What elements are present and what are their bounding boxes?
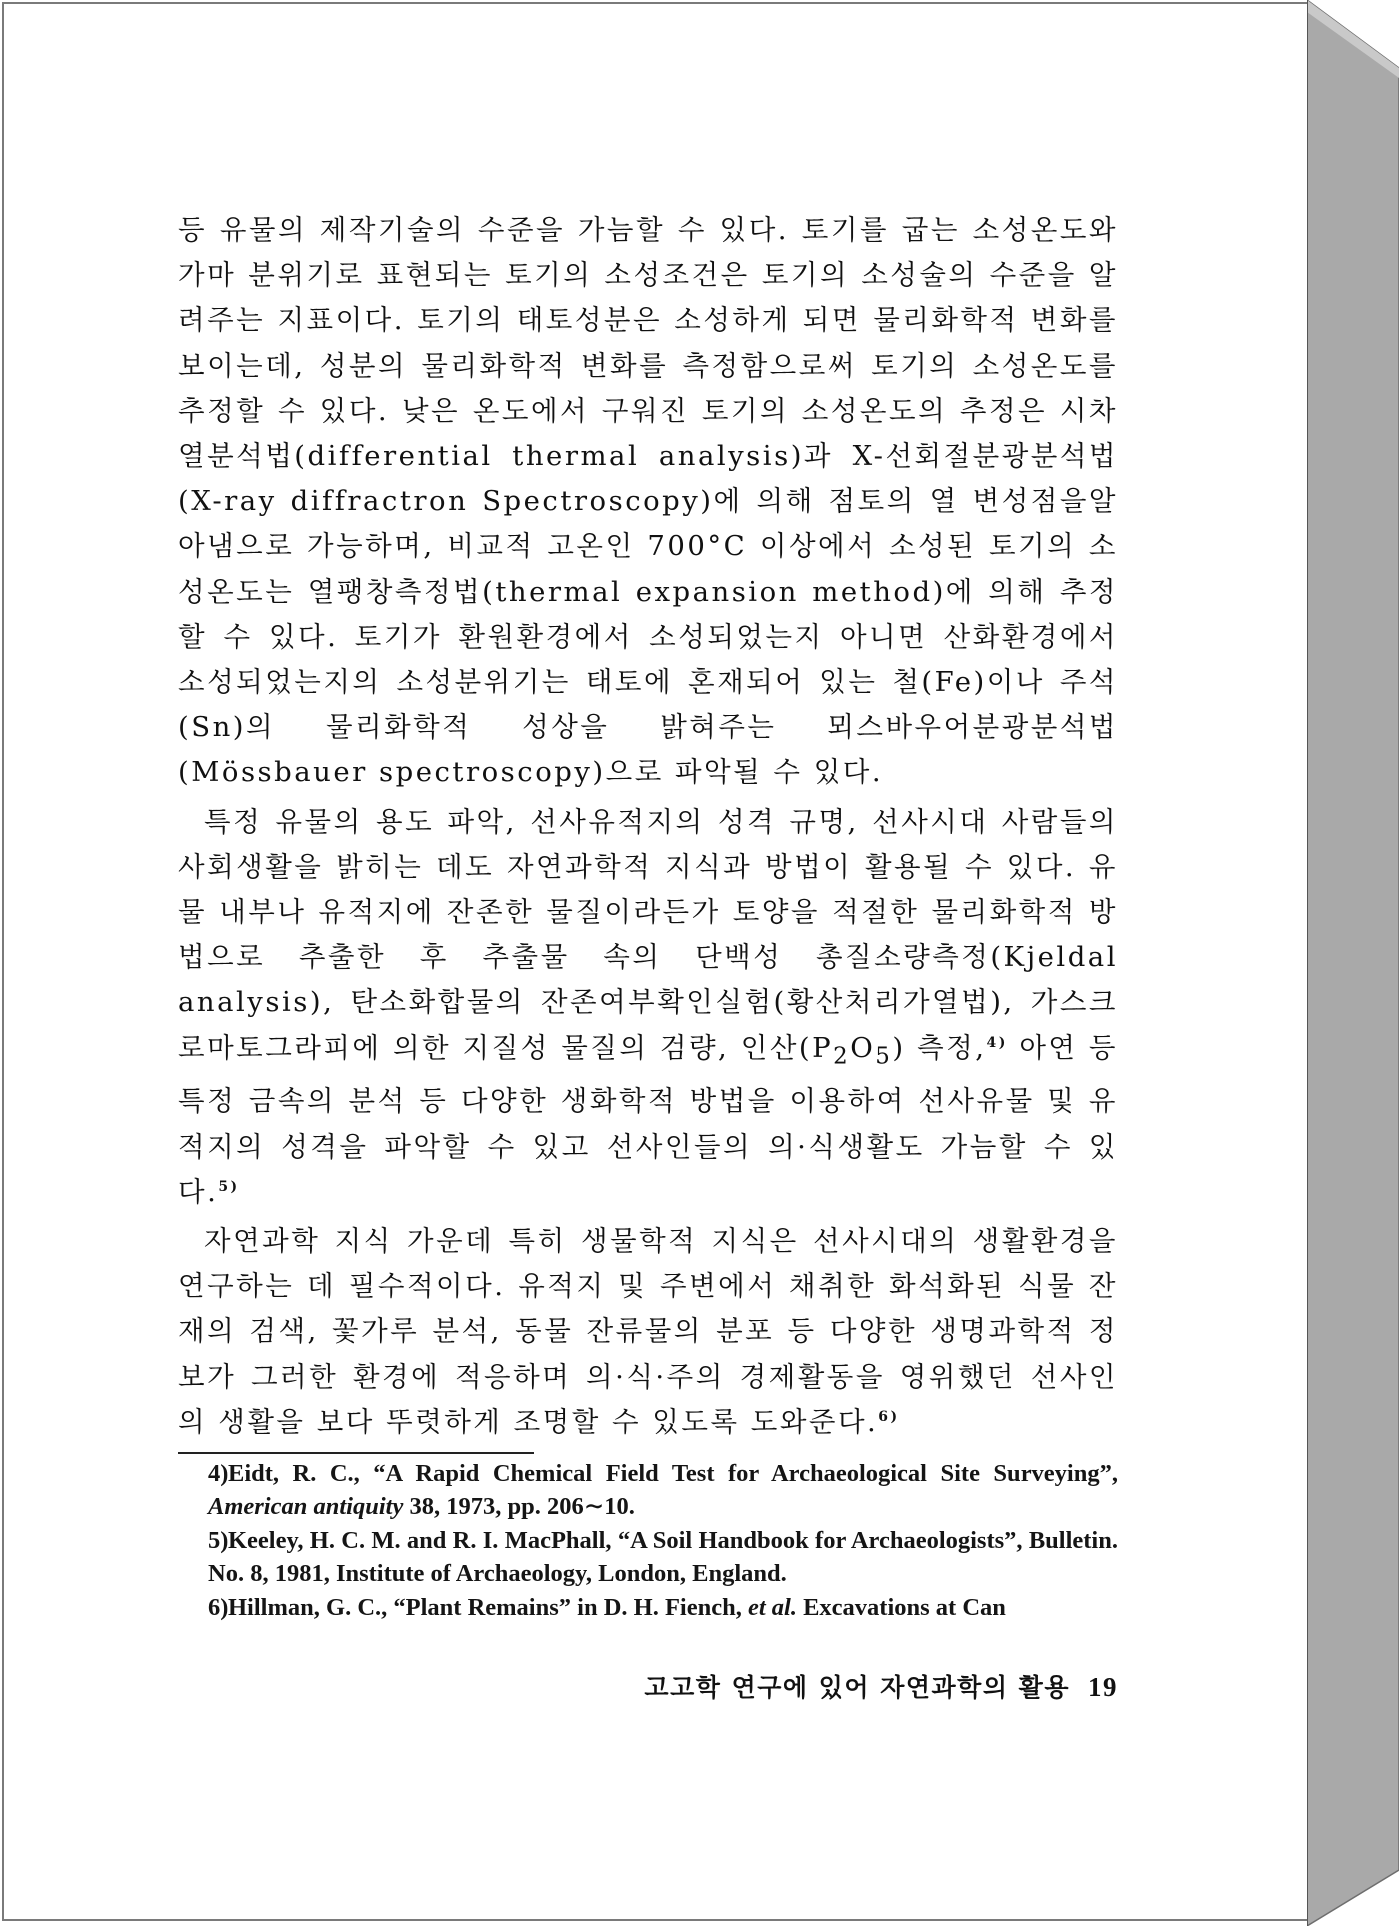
running-footer xyxy=(600,1668,1118,1704)
running-title: 고고학 연구에 있어 자연과학의 활용 xyxy=(644,1673,1070,1702)
footnote-ref-4[interactable]: 4) xyxy=(986,1034,1008,1051)
page-number: 19 xyxy=(1088,1672,1118,1702)
page-edge-shadow xyxy=(1307,0,1399,1926)
paragraph-1: 등 유물의 제작기술의 수준을 가늠할 수 있다. 토기를 굽는 소성온도와 가마 분위기로 표현되는 토기의 소성조건은 토기의 소성술의 수준을 알려주는 지표이다. 토기의 태토성분은 소성하게 되면 물리화학적 변화를 보이는데, 성분의 물리화학적 변화를 측정함으로써 토기의 소성온도를 추정할 수 있다. 낮은 온도에서 구워진 토기의 소성온도의 추정은 시차열분석법(differential thermal analysis)과 X-선회절분광분석법(X-ray diffractron Spectroscopy)에 의해 점토의 열 변성점을알아냄으로 가능하며, 비교적 고온인 700°C 이상에서 소성된 토기의 소성온도는 열팽창측정법(thermal expansion method)에 의해 추정할 수 있다. 토기가 환원환경에서 소성되었는지 아니면 산화환경에서 소성되었는지의 소성분위기는 태토에 혼재되어 있는 철(Fe)이나 주석(Sn)의 물리화학적 성상을 밝혀주는 뫼스바우어분광분석법(Mössbauer spectroscopy)으로 파악될 수 있다. xyxy=(178,214,1118,789)
paragraph-2: 특정 유물의 용도 파악, 선사유적지의 성격 규명, 선사시대 사람들의 사회생활을 밝히는 데도 자연과학적 지식과 방법이 활용될 수 있다. 유물 내부나 유적지에 잔존한 물질이라든가 토양을 적절한 물리화학적 방법으로 추출한 후 추출물 속의 단백성 총질소량측정(Kjeldal analysis), 탄소화합물의 잔존여부확인실험(황산처리가열법), 가스크로마토그라피에 의한 지질성 물질의 검량, 인산$(P_2O_5)$ 측정,$^{4)}$ 아연 등 특정 금속의 분석 등 다양한 생화학적 방법을 이용하여 선사유물 및 유적지의 성격을 파악할 수 있고 선사인들의 의·식생활도 가늠할 수 있다.$^{5)}$ xyxy=(178,805,1118,1208)
footnotes xyxy=(178,1458,1118,1627)
paragraph-3: 자연과학 지식 가운데 특히 생물학적 지식은 선사시대의 생활환경을 연구하는 데 필수적이다. 유적지 및 주변에서 채취한 화석화된 식물 잔재의 검색, 꽃가루 분석, 동물 잔류물의 분포 등 다양한 생명과학적 정보가 그러한 환경에 적응하며 의·식·주의 경제활동을 영위했던 선사인의 생활을 보다 뚜렷하게 조명할 수 있도록 도와준다.$^{6)}$ xyxy=(178,1224,1118,1438)
footnote-ref-5[interactable]: 5) xyxy=(218,1178,240,1195)
body-text xyxy=(178,208,1118,1449)
footnote-separator xyxy=(178,1452,534,1454)
footnote-4: 4) Eidt, R. C., “A Rapid Chemical Field Test for Archaeological Site Surveying”, American antiquity 38, 1973, pp. 206∼10. xyxy=(208,1460,1118,1520)
footnote-6: 6) Hillman, G. C., “Plant Remains” in D. H. Fiench, et al. Excavations at Can xyxy=(208,1594,1006,1621)
footnote-5: 5) Keeley, H. C. M. and R. I. MacPhall, “A Soil Handbook for Archaeologists”, Bulletin. No. 8, 1981, Institute of Archaeology, London, England. xyxy=(208,1527,1118,1587)
footnote-ref-6[interactable]: 6) xyxy=(878,1408,900,1425)
